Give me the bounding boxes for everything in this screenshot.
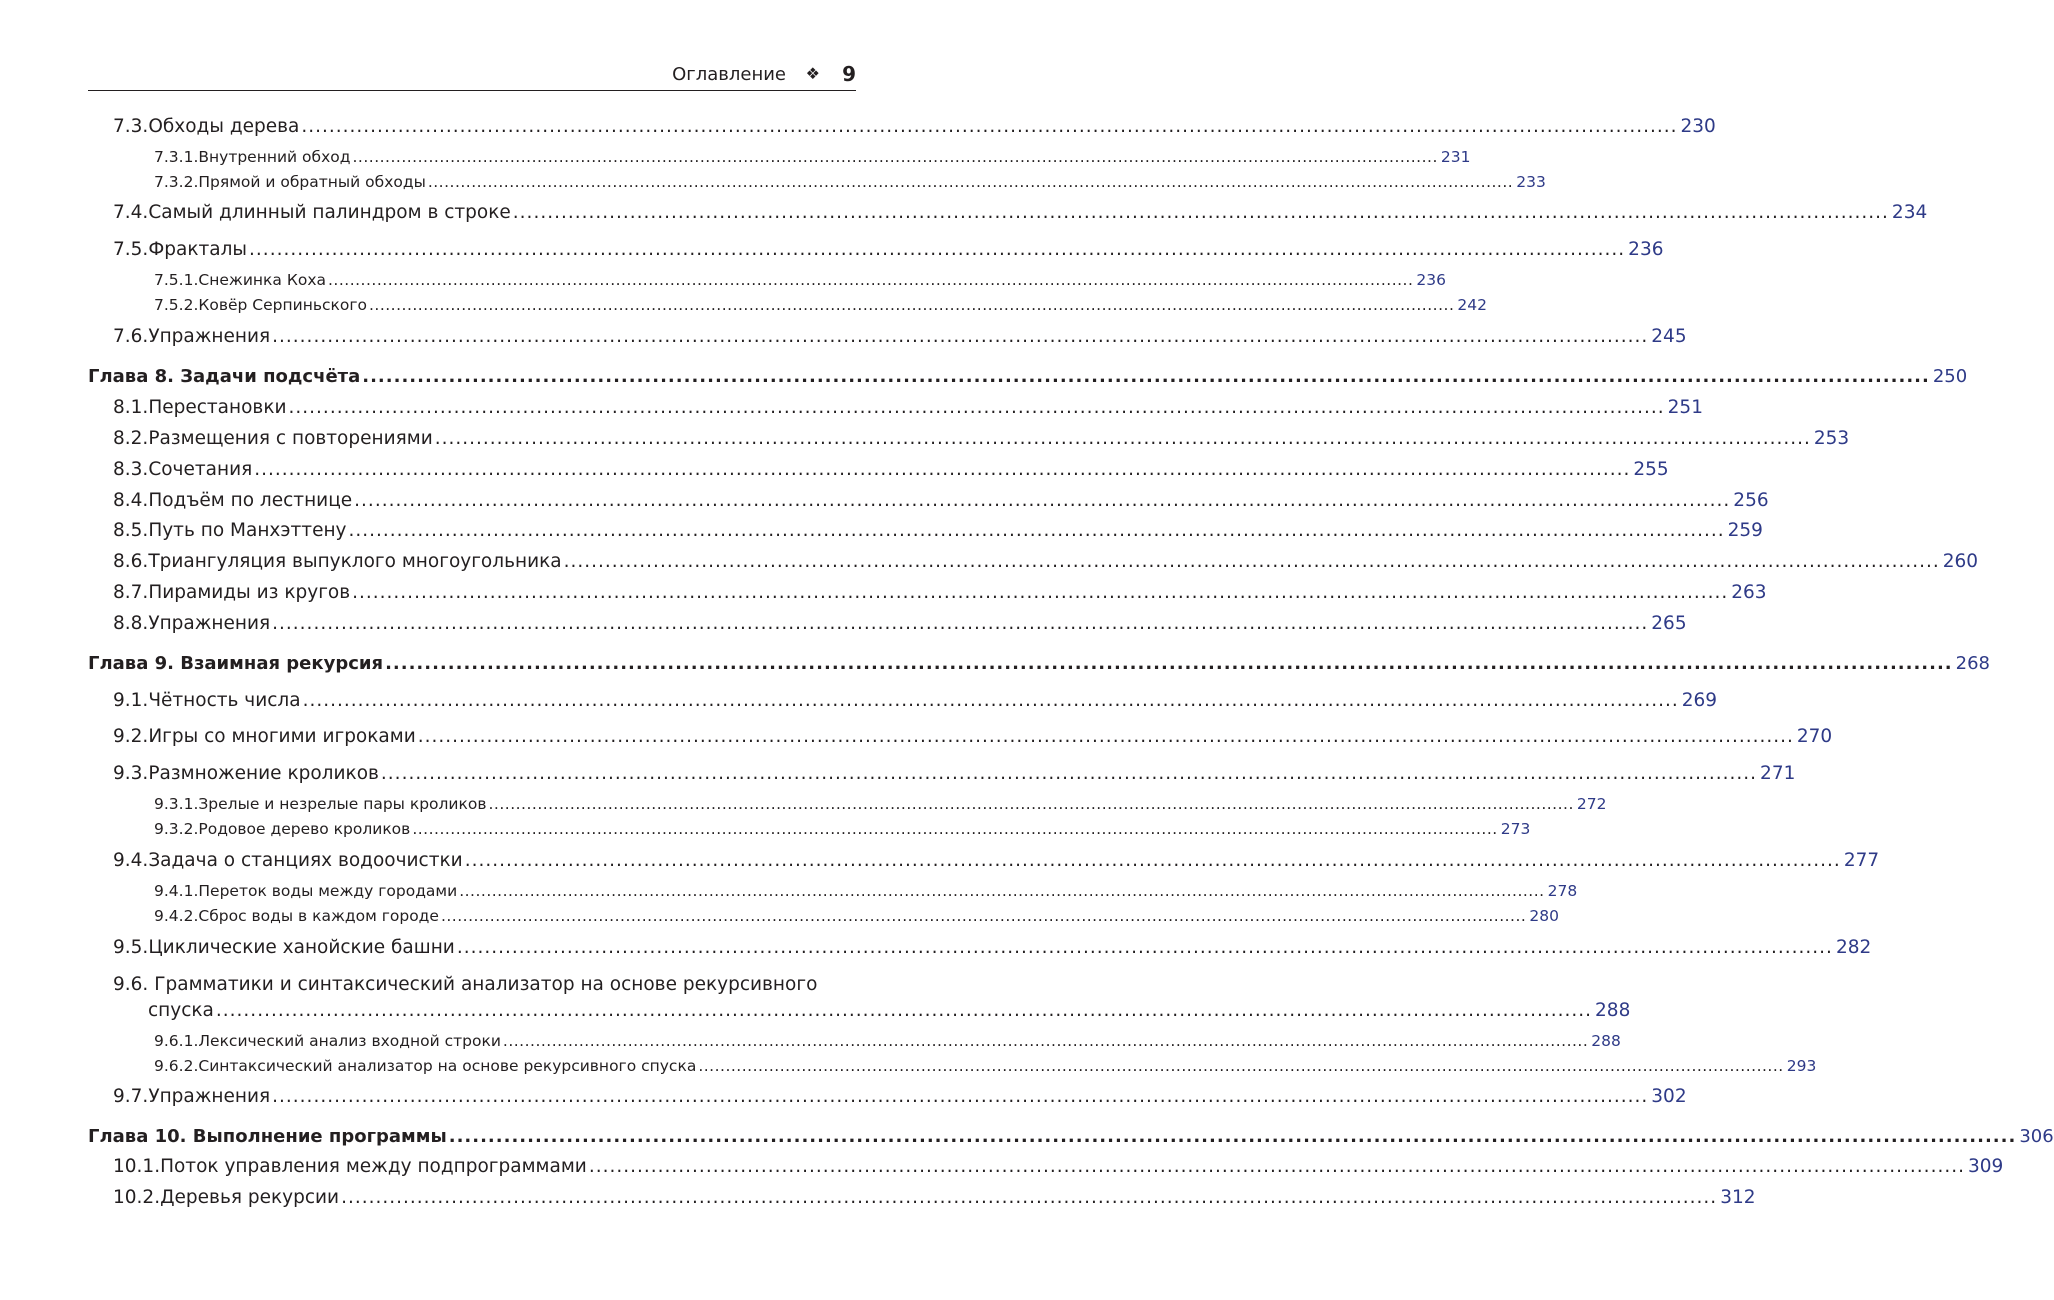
entry-page: 288 [1591, 1032, 1621, 1050]
entry-title: Ковёр Серпиньского [198, 296, 367, 314]
entry-title: Триангуляция выпуклого многоугольника [148, 551, 562, 572]
dot-leader: ........................................................................................................................................................................................................ [459, 882, 1545, 900]
entry-page: 278 [1547, 882, 1578, 900]
toc-entry[interactable] [113, 116, 1716, 137]
chapter-title: Глава 8. Задачи подсчёта [88, 366, 361, 387]
entry-page: 259 [1727, 520, 1763, 541]
toc-entry[interactable] [113, 551, 1979, 572]
chapter-title: Глава 10. Выполнение программы [88, 1126, 447, 1147]
entry-number: 9.1. [113, 690, 149, 711]
dot-leader: ........................................................................................................................................................................................................ [448, 1126, 2017, 1147]
dot-leader: ........................................................................................................................................................................................................ [249, 239, 1626, 260]
toc-entry[interactable] [113, 326, 1687, 347]
entry-number: 9.7. [113, 1086, 149, 1107]
toc-entry-first-line[interactable] [113, 974, 817, 995]
dot-leader: ........................................................................................................................................................................................................ [440, 907, 1527, 925]
entry-title: Прямой и обратный обходы [198, 173, 426, 191]
toc-subentry[interactable] [154, 795, 1607, 813]
entry-number: 9.6. [113, 974, 149, 995]
entry-number: 8.4. [113, 490, 149, 511]
entry-title: Родовое дерево кроликов [198, 820, 411, 838]
entry-number: 8.6. [113, 551, 149, 572]
toc-subentry[interactable] [154, 271, 1446, 289]
toc-entry[interactable] [113, 490, 1769, 511]
dot-leader: ........................................................................................................................................................................................................ [385, 653, 1953, 674]
entry-title: Самый длинный палиндром в строке [148, 202, 511, 223]
entry-title: Размножение кроликов [148, 763, 379, 784]
entry-number: 7.5. [113, 239, 149, 260]
dot-leader: ........................................................................................................................................................................................................ [563, 551, 1940, 572]
toc-entry[interactable] [113, 202, 1928, 223]
entry-page: 306 [2019, 1126, 2054, 1147]
ornament-icon: ❖ [805, 64, 820, 83]
entry-page: 270 [1796, 726, 1833, 747]
entry-title: Снежинка Коха [198, 271, 326, 289]
entry-number: 8.8. [113, 613, 149, 634]
dot-leader: ........................................................................................................................................................................................................ [348, 520, 1725, 541]
entry-page: 253 [1813, 428, 1850, 449]
entry-number: 7.5.2. [154, 296, 199, 314]
toc-entry[interactable] [113, 459, 1669, 480]
entry-page: 260 [1942, 551, 1979, 572]
toc-subentry[interactable] [154, 296, 1487, 314]
dot-leader: ........................................................................................................................................................................................................ [272, 613, 1649, 634]
page-number: 9 [842, 62, 856, 86]
header-title: Оглавление [672, 64, 786, 85]
entry-page: 293 [1786, 1057, 1817, 1075]
dot-leader: ........................................................................................................................................................................................................ [427, 173, 1514, 191]
dot-leader: ........................................................................................................................................................................................................ [512, 202, 1889, 223]
dot-leader: ........................................................................................................................................................................................................ [417, 726, 1794, 747]
entry-title: Путь по Манхэттену [148, 520, 347, 541]
dot-leader: ........................................................................................................................................................................................................ [301, 116, 1678, 137]
dot-leader: ........................................................................................................................................................................................................ [588, 1156, 1965, 1177]
entry-title: Зрелые и незрелые пары кроликов [198, 795, 487, 813]
toc-entry[interactable] [113, 763, 1796, 784]
entry-number: 8.5. [113, 520, 149, 541]
entry-title: Переток воды между городами [198, 882, 458, 900]
entry-page: 251 [1667, 397, 1703, 418]
entry-number: 9.6.2. [154, 1057, 199, 1075]
entry-title: Подъём по лестнице [148, 490, 353, 511]
toc-entry[interactable] [113, 239, 1664, 260]
toc-chapter[interactable] [88, 1126, 2054, 1147]
dot-leader: ........................................................................................................................................................................................................ [288, 397, 1665, 418]
entry-number: 9.2. [113, 726, 149, 747]
entry-title: Обходы дерева [148, 116, 300, 137]
entry-title-continuation: спуска [148, 1000, 214, 1021]
entry-number: 8.3. [113, 459, 149, 480]
entry-title: Упражнения [148, 1086, 271, 1107]
toc-chapter[interactable] [88, 653, 1990, 674]
toc-chapter[interactable] [88, 366, 1968, 387]
dot-leader: ........................................................................................................................................................................................................ [362, 366, 1930, 387]
toc-subentry[interactable] [154, 173, 1546, 191]
toc-entry[interactable] [113, 397, 1703, 418]
entry-number: 9.6.1. [154, 1032, 199, 1050]
entry-number: 8.7. [113, 582, 149, 603]
toc-subentry[interactable] [154, 1057, 1817, 1075]
entry-number: 7.3.1. [154, 148, 199, 166]
entry-number: 9.3.2. [154, 820, 199, 838]
entry-page: 250 [1932, 366, 1968, 387]
entry-page: 236 [1628, 239, 1664, 260]
entry-title: Игры со многими игроками [148, 726, 416, 747]
entry-number: 7.5.1. [154, 271, 199, 289]
entry-page: 231 [1440, 148, 1471, 166]
entry-number: 9.3.1. [154, 795, 199, 813]
toc-entry[interactable] [113, 850, 1880, 871]
toc-entry[interactable] [113, 520, 1763, 541]
entry-title: Лексический анализ входной строки [198, 1032, 501, 1050]
toc-subentry[interactable] [154, 882, 1578, 900]
entry-title: Пирамиды из кругов [148, 582, 351, 603]
entry-title: Грамматики и синтаксический анализатор на основе рекурсивного [154, 974, 818, 995]
dot-leader: ........................................................................................................................................................................................................ [302, 690, 1679, 711]
entry-page: 242 [1457, 296, 1487, 314]
entry-page: 233 [1516, 173, 1546, 191]
toc-entry[interactable] [113, 726, 1833, 747]
toc-entry[interactable] [113, 428, 1850, 449]
entry-page: 256 [1733, 490, 1769, 511]
dot-leader: ........................................................................................................................................................................................................ [380, 763, 1758, 784]
entry-page: 236 [1416, 271, 1446, 289]
dot-leader: ........................................................................................................................................................................................................ [254, 459, 1631, 480]
dot-leader: ........................................................................................................................................................................................................ [328, 271, 1414, 289]
entry-title: Чётность числа [148, 690, 301, 711]
entry-page: 269 [1681, 690, 1718, 711]
entry-number: 9.3. [113, 763, 149, 784]
entry-number: 7.3. [113, 116, 149, 137]
toc-subentry[interactable] [154, 820, 1531, 838]
dot-leader: ........................................................................................................................................................................................................ [456, 937, 1833, 958]
entry-title: Поток управления между подпрограммами [160, 1156, 587, 1177]
entry-title: Синтаксический анализатор на основе рекурсивного спуска [198, 1057, 697, 1075]
entry-number: 10.2. [113, 1187, 161, 1208]
dot-leader: ........................................................................................................................................................................................................ [464, 850, 1841, 871]
entry-page: 312 [1720, 1187, 1756, 1208]
entry-title: Сброс воды в каждом городе [198, 907, 439, 925]
dot-leader: ........................................................................................................................................................................................................ [341, 1187, 1718, 1208]
entry-number: 7.4. [113, 202, 149, 223]
entry-title: Размещения с повторениями [148, 428, 433, 449]
dot-leader: ........................................................................................................................................................................................................ [272, 1086, 1649, 1107]
entry-number: 7.3.2. [154, 173, 199, 191]
dot-leader: ........................................................................................................................................................................................................ [502, 1032, 1589, 1050]
dot-leader: ........................................................................................................................................................................................................ [488, 795, 1574, 813]
entry-title: Деревья рекурсии [160, 1187, 340, 1208]
entry-title: Фракталы [148, 239, 248, 260]
entry-title: Упражнения [148, 326, 271, 347]
entry-page: 271 [1760, 763, 1796, 784]
dot-leader: ........................................................................................................................................................................................................ [368, 296, 1455, 314]
toc-subentry[interactable] [154, 907, 1559, 925]
dot-leader: ........................................................................................................................................................................................................ [412, 820, 1498, 838]
entry-number: 8.1. [113, 397, 149, 418]
entry-number: 9.5. [113, 937, 149, 958]
entry-page: 309 [1967, 1156, 2004, 1177]
dot-leader: ........................................................................................................................................................................................................ [215, 1000, 1593, 1021]
toc-subentry[interactable] [154, 1032, 1621, 1050]
entry-number: 9.4.2. [154, 907, 199, 925]
entry-page: 288 [1595, 1000, 1631, 1021]
toc-entry[interactable] [113, 1156, 2004, 1177]
entry-number: 9.4. [113, 850, 149, 871]
entry-page: 272 [1576, 795, 1607, 813]
dot-leader: ........................................................................................................................................................................................................ [354, 490, 1731, 511]
entry-page: 282 [1835, 937, 1872, 958]
entry-number: 8.2. [113, 428, 149, 449]
chapter-title: Глава 9. Взаимная рекурсия [88, 653, 384, 674]
toc-entry[interactable] [113, 690, 1718, 711]
entry-page: 302 [1651, 1086, 1687, 1107]
entry-number: 10.1. [113, 1156, 161, 1177]
entry-page: 255 [1633, 459, 1669, 480]
toc-entry-continuation[interactable] [148, 1000, 1631, 1021]
toc-entry[interactable] [113, 582, 1767, 603]
toc-subentry[interactable] [154, 148, 1471, 166]
dot-leader: ........................................................................................................................................................................................................ [352, 148, 1438, 166]
toc-entry[interactable] [113, 613, 1687, 634]
entry-page: 280 [1529, 907, 1559, 925]
entry-page: 263 [1731, 582, 1767, 603]
entry-page: 230 [1680, 116, 1716, 137]
entry-number: 9.4.1. [154, 882, 199, 900]
entry-number: 7.6. [113, 326, 149, 347]
entry-page: 277 [1843, 850, 1880, 871]
entry-page: 268 [1955, 653, 1990, 674]
entry-title: Перестановки [148, 397, 287, 418]
dot-leader: ........................................................................................................................................................................................................ [272, 326, 1649, 347]
dot-leader: ........................................................................................................................................................................................................ [352, 582, 1729, 603]
entry-title: Сочетания [148, 459, 253, 480]
dot-leader: ........................................................................................................................................................................................................ [434, 428, 1811, 449]
entry-title: Внутренний обход [198, 148, 351, 166]
entry-title: Циклические ханойские башни [148, 937, 455, 958]
toc-entry[interactable] [113, 1086, 1687, 1107]
toc-entry[interactable] [113, 937, 1872, 958]
entry-page: 245 [1651, 326, 1687, 347]
entry-title: Упражнения [148, 613, 271, 634]
entry-page: 234 [1891, 202, 1928, 223]
dot-leader: ........................................................................................................................................................................................................ [698, 1057, 1784, 1075]
toc-entry[interactable] [113, 1187, 1756, 1208]
entry-page: 265 [1651, 613, 1687, 634]
entry-page: 273 [1500, 820, 1531, 838]
entry-title: Задача о станциях водоочистки [148, 850, 463, 871]
